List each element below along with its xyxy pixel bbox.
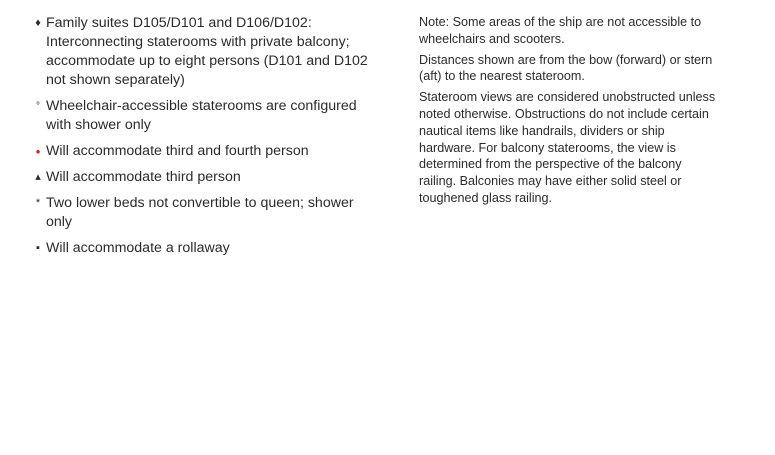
legend-item-rollaway (30, 239, 375, 258)
legend-item-third-person (30, 168, 375, 187)
square-icon: ▪ (36, 242, 40, 254)
legend-text-wheelchair: Wheelchair-accessible staterooms are configured with shower only (46, 98, 357, 133)
stateroom-legend (30, 14, 375, 265)
legend-text-rollaway: Will accommodate a rollaway (46, 240, 230, 256)
legend-text-family-suites: Family suites D105/D101 and D106/D102: Interconnecting staterooms with private balcony; accommodate up to eight persons (D101 and D102 not shown separately) (46, 15, 368, 88)
legend-text-third-person: Will accommodate third person (46, 169, 241, 185)
note-stateroom-views: Stateroom views are considered unobstructed unless noted otherwise. Obstructions do not include certain nautical items like handrails, dividers or ship hardware. For balcony staterooms, the view is determined from the perspective of the balcony railing. Balconies may have either solid steel or toughened glass railing. (419, 90, 716, 205)
diamond-icon: ♦ (35, 17, 41, 29)
red-dot-icon: • (35, 144, 41, 159)
legend-item-third-fourth (30, 142, 375, 161)
notes-column (419, 14, 719, 211)
asterisk-icon: * (35, 197, 41, 209)
triangle-icon: ▴ (35, 171, 41, 183)
note-distances: Distances shown are from the bow (forward) or stern (aft) to the nearest stateroom. (419, 52, 713, 84)
legend-item-two-lower-beds (30, 194, 375, 232)
legend-item-family-suites (30, 14, 375, 90)
legend-item-wheelchair (30, 97, 375, 135)
legend-text-third-fourth: Will accommodate third and fourth person (46, 143, 309, 159)
note-accessibility: Note: Some areas of the ship are not accessible to wheelchairs and scooters. (419, 15, 702, 46)
degree-circle-icon: ° (36, 101, 40, 112)
legend-text-two-lower-beds: Two lower beds not convertible to queen; shower only (46, 195, 354, 230)
